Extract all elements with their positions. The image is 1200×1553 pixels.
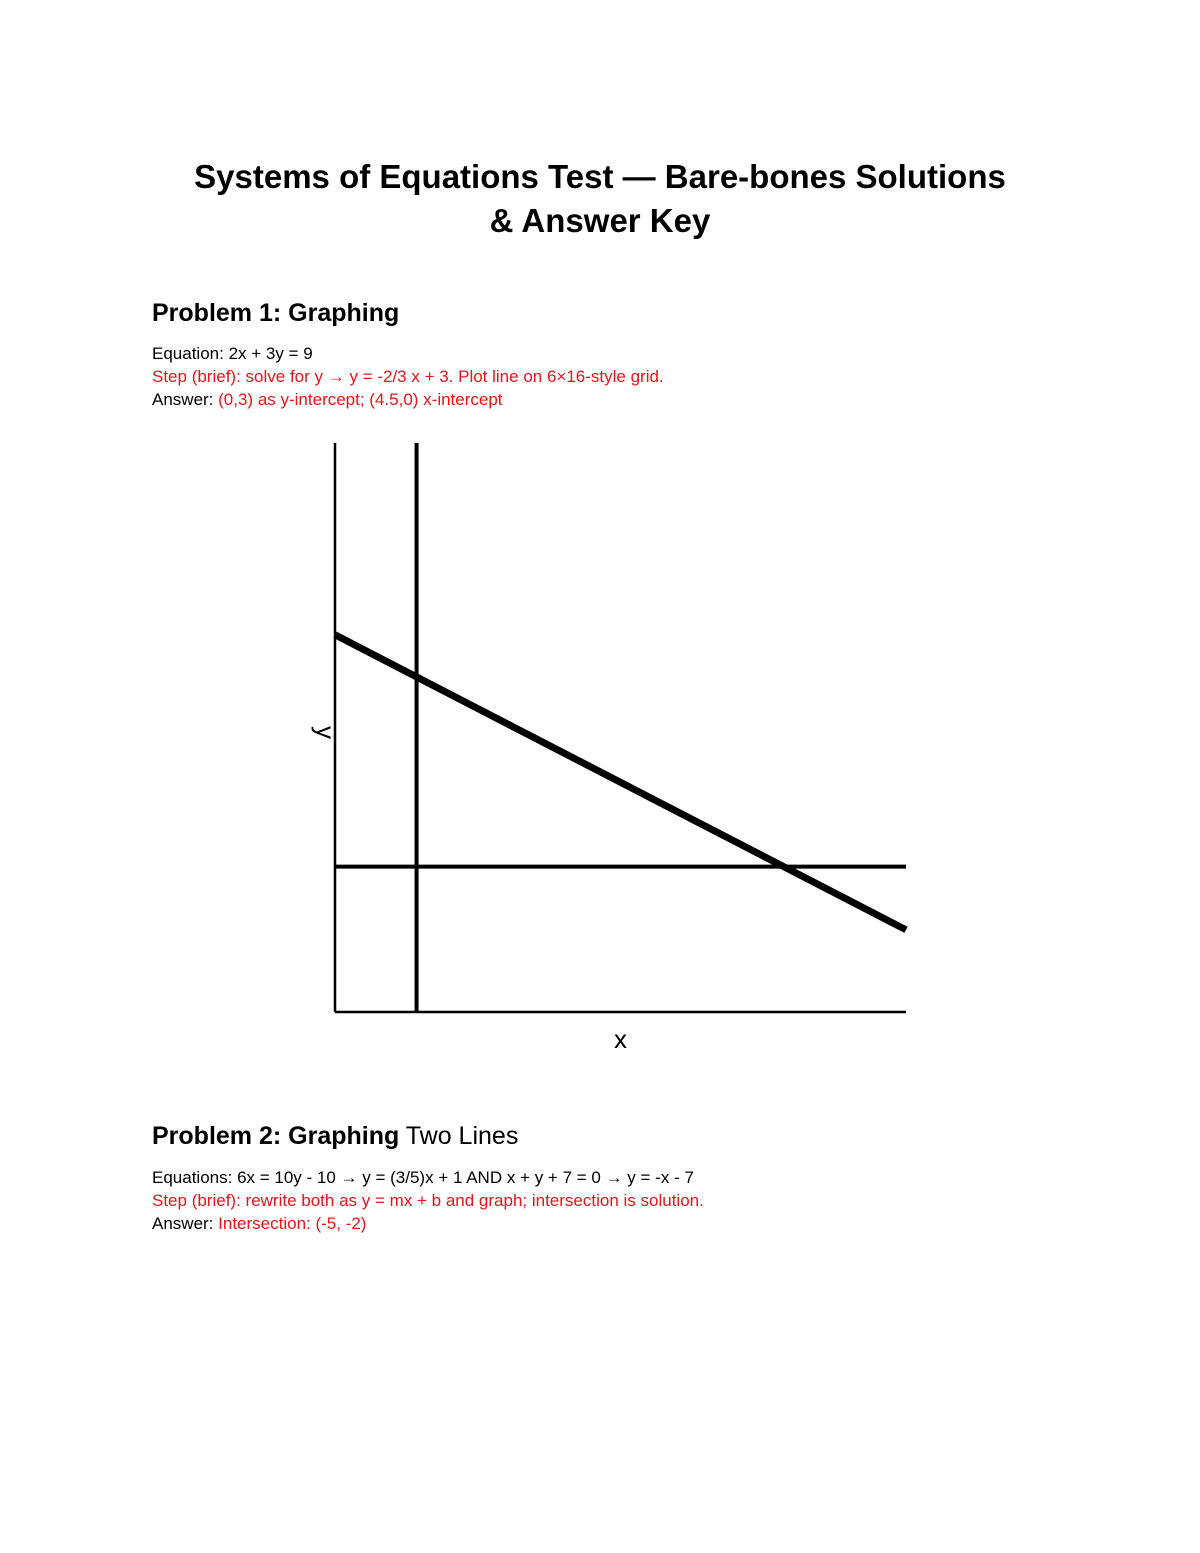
problem-2-answer <box>152 1212 1112 1235</box>
page-title-line-1: Systems of Equations Test — Bare-bones Solutions <box>194 158 1006 195</box>
problem-2-heading-rest: Two Lines <box>399 1122 519 1150</box>
answer-text: (0,3) as y-intercept; (4.5,0) x-intercept <box>218 390 503 409</box>
answer-text: Intersection: (-5, -2) <box>218 1214 367 1233</box>
answer-label: Answer: <box>152 390 219 409</box>
problem-1-section <box>152 297 1112 411</box>
x-axis-label: x <box>614 1024 627 1054</box>
problem-1-equation <box>152 342 1112 365</box>
page-title <box>100 155 1100 243</box>
problem-2-section <box>152 1120 1112 1235</box>
problem-1-answer <box>152 388 1112 411</box>
problem-2-heading-bold: Problem 2: Graphing <box>152 1122 400 1150</box>
page-title-line-2: & Answer Key <box>489 202 711 239</box>
series-line-0 <box>335 635 906 930</box>
problem-2-heading <box>152 1120 1112 1152</box>
equation-text: 2x + 3y = 9 <box>228 344 313 363</box>
problem-2-step: Step (brief): rewrite both as y = mx + b and graph; intersection is solution. <box>152 1191 704 1210</box>
equation-label: Equation: <box>152 344 229 363</box>
problem-1-step: Step (brief): solve for y → y = -2/3 x + 3. Plot line on 6×16-style grid. <box>152 367 664 386</box>
equations-label: Equations: <box>152 1168 238 1187</box>
answer-label: Answer: <box>152 1214 219 1233</box>
problem-1-graph <box>290 435 920 1060</box>
equations-text: 6x = 10y - 10 → y = (3/5)x + 1 AND x + y + 7 = 0 → y = -x - 7 <box>237 1168 694 1187</box>
problem-2-equations <box>152 1166 1112 1189</box>
y-axis-label: y <box>311 726 341 739</box>
problem-1-heading: Problem 1: Graphing <box>152 299 400 327</box>
